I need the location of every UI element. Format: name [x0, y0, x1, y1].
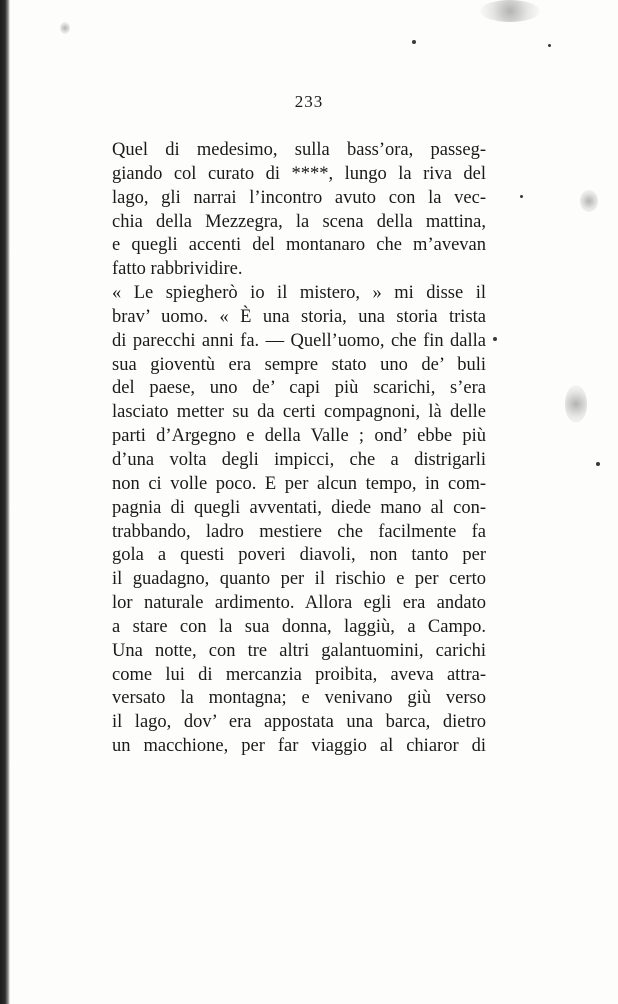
text-line: a stare con la sua donna, laggiù, a Campo.	[112, 616, 486, 637]
text-line: chia della Mezzegra, la scena della mattina,	[112, 211, 486, 232]
text-line: non ci volle poco. E per alcun tempo, in com-	[112, 473, 486, 494]
text-line: fatto rabbrividire.	[112, 259, 243, 280]
page-binding-edge	[0, 0, 10, 1004]
scan-speck	[596, 462, 600, 466]
text-line: parti d’Argegno e della Valle ; ond’ ebbe più	[112, 426, 486, 447]
text-line: gola a questi poveri diavoli, non tanto per	[112, 545, 486, 566]
scan-speck	[493, 337, 497, 341]
text-line: giando col curato di ****, lungo la riva del	[112, 163, 486, 184]
text-line: del paese, uno de’ capi più scarichi, s’era	[112, 378, 486, 399]
text-line: « Le spiegherò io il mistero, » mi disse il	[112, 283, 486, 304]
text-line: lor naturale ardimento. Allora egli era andato	[112, 593, 486, 614]
text-line: e quegli accenti del montanaro che m’avevan	[112, 235, 486, 256]
scan-speck	[412, 40, 416, 44]
scan-smudge	[580, 190, 598, 212]
text-line: Una notte, con tre altri galantuomini, carichi	[112, 640, 486, 661]
text-line: Quel di medesimo, sulla bass’ora, passeg-	[112, 140, 486, 160]
scan-speck	[548, 44, 551, 47]
text-line: pagnia di quegli avventati, diede mano al con-	[112, 497, 486, 518]
scan-smudge	[60, 22, 70, 34]
text-line: brav’ uomo. « È una storia, una storia trista	[112, 306, 486, 327]
text-line: lago, gli narrai l’incontro avuto con la vec-	[112, 187, 486, 208]
text-line: di parecchi anni fa. — Quell’uomo, che fin dalla	[112, 330, 486, 351]
body-text	[112, 139, 486, 759]
scan-smudge	[480, 0, 540, 22]
scan-smudge	[565, 385, 587, 423]
text-line: versato la montagna; e venivano giù verso	[112, 688, 486, 709]
text-line: trabbando, ladro mestiere che facilmente fa	[112, 521, 486, 542]
text-line: il lago, dov’ era appostata una barca, dietro	[112, 712, 486, 733]
text-line: un macchione, per far viaggio al chiaror di	[112, 736, 486, 757]
scan-speck	[520, 195, 523, 198]
text-line: come lui di mercanzia proibita, aveva attra-	[112, 664, 486, 685]
text-line: lasciato metter su da certi compagnoni, là delle	[112, 402, 486, 423]
page-number: 233	[294, 92, 324, 111]
text-line: sua gioventù era sempre stato uno de’ buli	[112, 354, 486, 375]
text-line: d’una volta degli impicci, che a distrigarli	[112, 449, 486, 470]
text-line: il guadagno, quanto per il rischio e per certo	[112, 569, 486, 590]
